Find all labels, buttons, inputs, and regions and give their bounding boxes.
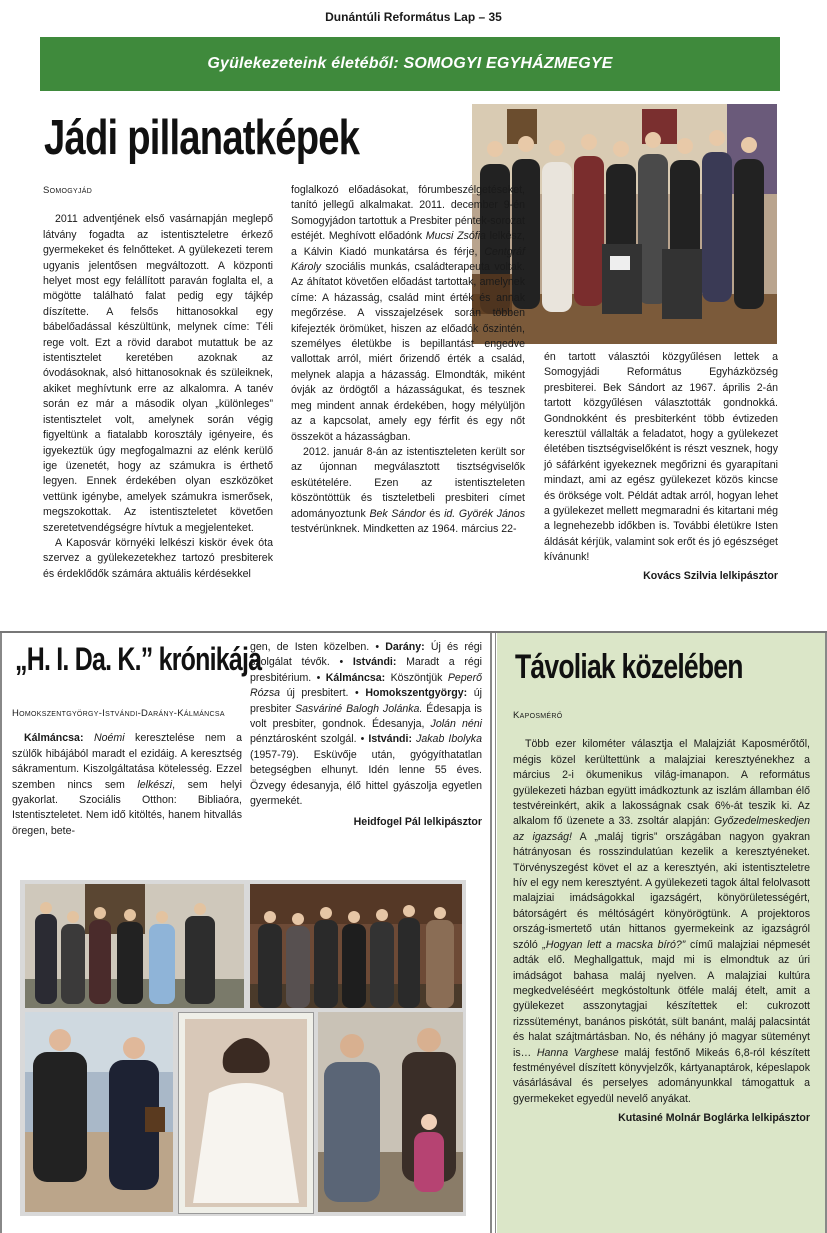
photo-istvandi-group: [250, 884, 462, 1008]
section-banner-title: Gyülekezeteink életéből: SOMOGYI EGYHÁZMEGYE: [207, 55, 613, 72]
article1-column-3: [544, 350, 778, 584]
article3-place: Kaposmérő: [513, 710, 563, 721]
article1-paragraph: 2012. január 8-án az istentiszteleten került sor az újonnan megválasztott tisztségviselők eskütételére. Ezen az istentiszteleten köszöntöttük és tiszteletbeli presbiteri címet adományoztunk Bek Sándor és id. Györék János testvérünknek. Mindketten az 1964. március 22-: [291, 445, 525, 535]
column-divider: [495, 633, 496, 1233]
left-border: [0, 633, 2, 1233]
article2-column-1: [12, 706, 242, 839]
article1-paragraph: én tartott választói közgyűlésen lettek a Somogyjádi Református Egyházközség presbiterei. Bek Sándort az 1967. április 2-án tartott közgyűlésen választották gondnokká. Gondnokként és presbiterként több évtizeden keresztül vállalták a feladatot, hogy a gyülekezet életében tisztségviselőként is részt vesznek, hogy jó sáfárként igyekeznek megőrizni és gyarapítani mindazt, ami az egész gyülekezet közös kincse és öröksége volt. Példát adtak arról, hogyan lehet a gyülekezet mellett megmaradni és kitartani még a legnehezebb időkben is. További életükre Isten áldását kérjük, valamint sok erőt és jó egészséget kívánunk!: [544, 351, 778, 564]
article3-paragraph: Több ezer kilométer választja el Malajziát Kaposmérőtől, mégis közel kerültettünk a malajziai keresztyénekhez a március 2-i ökumenikus világ-imanapon. A református gyülekezeti házban együtt imádkoztunk az iszlám államban élő testvéreinkért, akik a lakosságnak csak 6%-át teszik ki. Az alkalom fő üzenete a 33. zsoltár alapján: Győzedelmeskedjen az igazság! A „maláj tigris” országában nagyon gyakran hátrányosan és rosszindulatúan kezelik a keresztyéneket. Törvényszegést követ el az a keresztyén, aki istentiszteletre hív el egy nem keresztyént. A gyülekezeti tagok által felolvasott malajziai imádságokkal igazságért, könyörületességért, bátorságért és méltóságért könyörögtünk. A projektoros ország-ismertető után hittanos gyermekeink az igazságról szóló „Hogyan lett a macska bíró?” című malajziai népmesét adták elő. Meghallgattuk, majd mi is elmondtuk az úri imádságot bahasa maláj nyelven. A malajziai kultúra megkedveléséért megkóstoltunk ötféle maláj ételt, amit a gyülekezet asszonytagjai készítettek el: cukrozott rizssüteményt, banános piskótát, sült banánt, maláj palacsintát és halat szájtmártásban. No, és néhány jó magyar süteményt is… Hanna Varghese maláj festőnő Mikeás 6,8-ról készített festményével díszített könyvjelzők, kártyanaptárok, képeslapok vásárlásával és perselyes adományunkkal támogattuk a gyermekeket egyedül nevelő anyákat.: [513, 738, 810, 1105]
article2-signature: Heidfogel Pál lelkipásztor: [353, 816, 482, 829]
photo-darany-group: [25, 884, 244, 1008]
photo-two-women: [25, 1012, 173, 1212]
article1-place: Somogyjád: [43, 185, 93, 196]
article1-paragraph: foglalkozó előadásokat, fórumbeszélgetéseket, tanító jellegű alkalmakat. 2011. december 9-én Somogyjádon tartottuk a Presbiter péntek-sorozat estéjét. Meghívott előadónk Mucsi Zsófia lelkész, a Kálvin Kiadó munkatársa és férje, Centgráf Károly szociális munkás, családterapeuta voltak. Az áhítatot követően előadást tartottak, amelynek címe: A házasság, család mint érték és annak megőrzése. A visszajelzések során többen kifejezték örömüket, hiszen az előadók őszintén, személyes életükbe is bepillantást engedve vallottak arról, miért őrizendő érték a család, melynek alapja a házasság. Elmondták, miként óvják az ördögtől a házasságukat, és tesznek meg mindent annak érdekében, hogy mélyüljön az a kapcsolat, amely egy férfit és egy nőt összeköt a házasságban.: [291, 184, 525, 443]
column-divider: [490, 633, 492, 1233]
article-title-tavoliak: Távoliak közelében: [515, 648, 743, 686]
article2-column-2: [250, 640, 482, 831]
page-header: Dunántúli Református Lap – 35: [325, 10, 502, 24]
article2-place: Homokszentgyörgy-Istvándi-Darány-Kálmáncsa: [12, 708, 225, 719]
article1-paragraph: 2011 adventjének első vasárnapján meglepő látvány fogadta az istentiszteletre érkező gyermekeket és felnőtteket. A gyülekezeti terem ugyanis jelentősen megváltozott. A központi helyet most egy felállított paraván foglalta el, a mögötte található falat pedig egy tájkép díszítette. A felsős hittanosokkal egy bábelőadással készültünk, melynek címe: Téli rege volt. Ezt a rövid darabot mutattuk be az istentisztelet keretében azoknak az óvodásoknak, alsó hittanosoknak és szüleiknek, akiket meghívtunk erre az alkalomra. A tanév során ez már a második olyan „különleges” istentisztelet volt, amelynek során végig figyeltünk a fiatalabb korosztály igényeire, és igyekeztük úgy megfogalmazni az elénk kerülő ige üzenetét, hogy az számukra is érthető legyen. Ennek érdekében olyan eszközöket vettünk igénybe, amelyek számukra ismerősek, megszokottak. Az istentiszteletet követően szeretetvendégségre hívtuk a megjelenteket.: [43, 213, 273, 534]
article2-paragraph: gen, de Isten közelben. • Darány: Új és régi szolgálat tévők. • Istvándi: Maradt a régi presbitérium. • Kálmáncsa: Köszöntjük Peperő Rózsa új presbitert. • Homokszentgyörgy: új presbiter Sasváriné Balogh Jolánka. Édesapja is volt presbiter, gondnok. Édesanyja, Jolán néni pénztárosként szolgál. • Istvándi: Jakab Ibolyka (1957-79). Esküvője után, gyógyíthatatlan betegségben elhunyt. Idén lenne 55 éves. Özvegy édesanyja, élő hittel gyászolja egyetlen gyermekét.: [250, 641, 482, 808]
article-title-jadi: Jádi pillanatképek: [44, 111, 360, 165]
photo-bride-portrait: [178, 1012, 314, 1214]
article3-signature: Kutasiné Molnár Boglárka lelkipásztor: [618, 1112, 810, 1125]
section-banner: [40, 37, 780, 91]
article1-column-2: [291, 183, 525, 537]
article1-paragraph: A Kaposvár környéki lelkészi kiskör évek óta szervez a gyülekezetekhez tartozó presbiterek és érdeklődők számára aktuális kérdésekkel: [43, 536, 273, 580]
article2-paragraph: Kálmáncsa: Noémi keresztelése nem a szülők hibájából maradt el ezidáig. A keresztség sákramentum. Kiszolgáltatása kötelesség. Ezzel szemben nincs sem lelkészi, sem helyi gyakorlat. Szociális Otthon: Bibliaóra, Istentiszteletet. Nem idő kitöltés, hanem hitvallás öregen, bete-: [12, 732, 242, 837]
article3-column: [513, 708, 810, 1127]
article-title-hidak: „H. I. Da. K.” krónikája: [15, 641, 262, 677]
photo-women-with-child: [318, 1012, 463, 1212]
article1-column-1: [43, 183, 273, 582]
article1-signature: Kovács Szilvia lelkipásztor: [643, 569, 778, 582]
